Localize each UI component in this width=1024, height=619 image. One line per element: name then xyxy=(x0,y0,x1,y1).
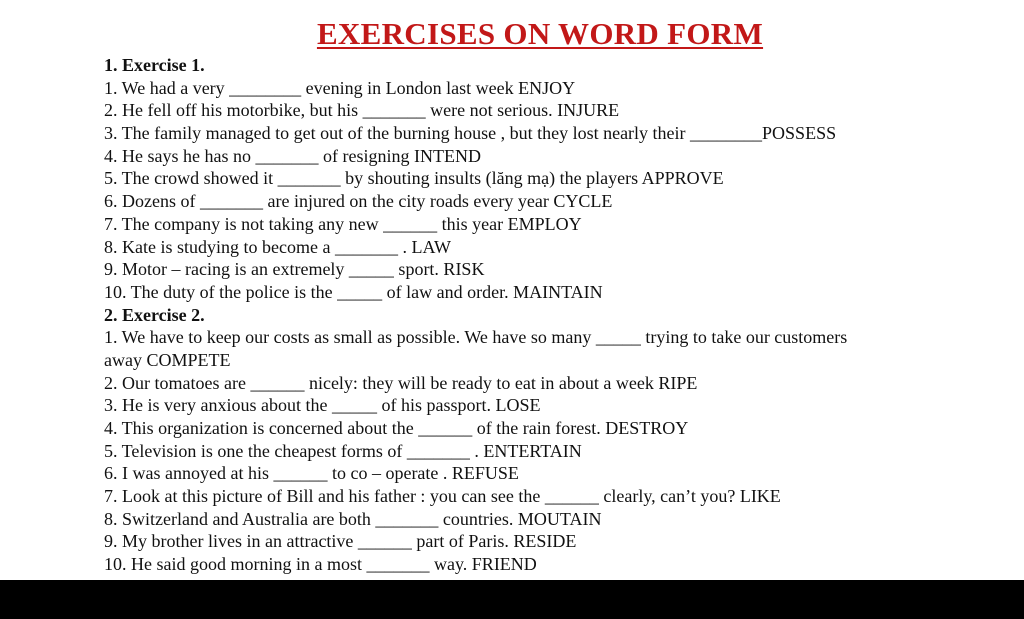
exercise-item: 3. He is very anxious about the _____ of his passport. LOSE xyxy=(104,395,541,416)
exercise-item: 10. He said good morning in a most _______ way. FRIEND xyxy=(104,554,537,575)
exercise-item: 1. We had a very ________ evening in London last week ENJOY xyxy=(104,77,576,98)
exercise-item: 5. Television is one the cheapest forms of _______ . ENTERTAIN xyxy=(104,440,582,461)
exercise-item: 2. Our tomatoes are ______ nicely: they will be ready to eat in about a week RIPE xyxy=(104,372,698,393)
exercise-item: 10. The duty of the police is the _____ of law and order. MAINTAIN xyxy=(104,281,603,302)
exercise-lines xyxy=(104,54,944,576)
exercise-item: 9. Motor – racing is an extremely _____ sport. RISK xyxy=(104,259,485,280)
exercise-item: 5. The crowd showed it _______ by shouting insults (lăng mạ) the players APPROVE xyxy=(104,168,724,189)
exercise-item: 8. Kate is studying to become a _______ . LAW xyxy=(104,236,451,257)
exercise-heading: 2. Exercise 2. xyxy=(104,304,205,325)
exercise-item-continuation: away COMPETE xyxy=(104,349,231,370)
exercise-item: 7. Look at this picture of Bill and his father : you can see the ______ clearly, can’t you? LIKE xyxy=(104,486,781,507)
exercise-item: 4. This organization is concerned about the ______ of the rain forest. DESTROY xyxy=(104,418,689,438)
exercise-item: 3. The family managed to get out of the burning house , but they lost nearly their ________POSSESS xyxy=(104,123,837,144)
exercise-item: 2. He fell off his motorbike, but his _______ were not serious. INJURE xyxy=(104,100,620,121)
exercise-item: 6. Dozens of _______ are injured on the city roads every year CYCLE xyxy=(104,191,613,212)
exercise-heading: 1. Exercise 1. xyxy=(104,55,205,75)
exercise-item: 7. The company is not taking any new ______ this year EMPLOY xyxy=(104,213,582,234)
document-title: EXERCISES ON WORD FORM xyxy=(316,16,764,51)
exercise-item: 4. He says he has no _______ of resigning INTEND xyxy=(104,145,481,166)
exercise-item: 8. Switzerland and Australia are both _______ countries. MOUTAIN xyxy=(104,508,602,529)
exercise-item: 6. I was annoyed at his ______ to co – operate . REFUSE xyxy=(104,463,519,484)
exercise-item: 9. My brother lives in an attractive ______ part of Paris. RESIDE xyxy=(104,531,577,552)
exercise-item: 1. We have to keep our costs as small as possible. We have so many _____ trying to take our customers xyxy=(104,327,848,348)
